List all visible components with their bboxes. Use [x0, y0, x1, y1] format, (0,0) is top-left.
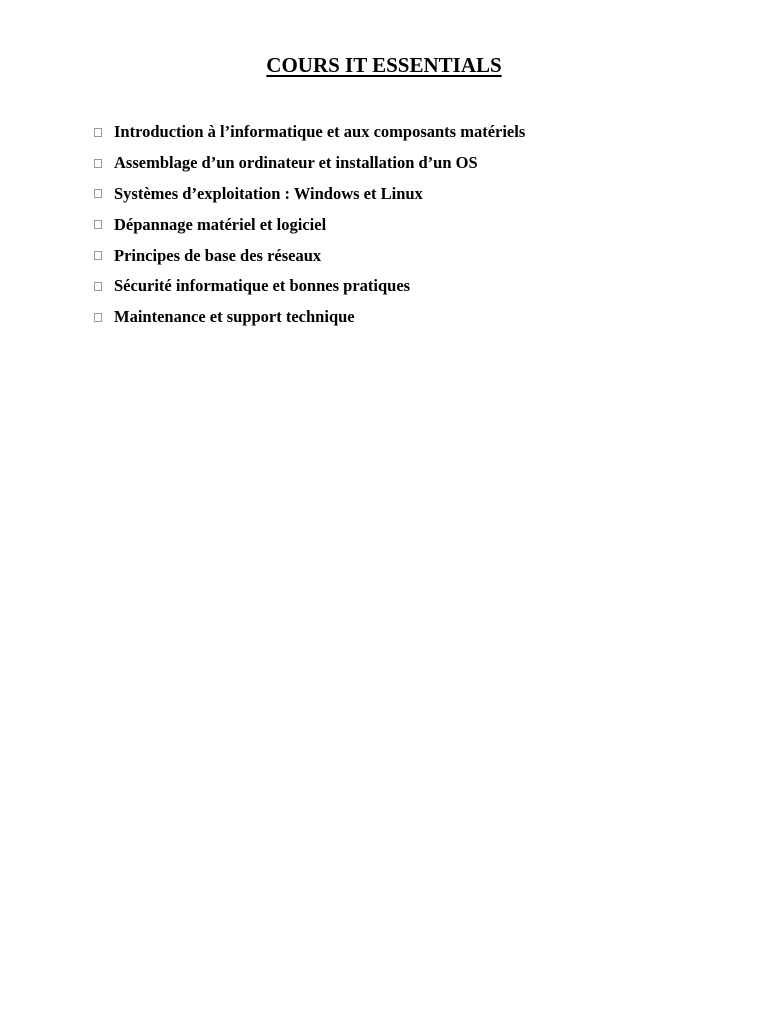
- list-item: [92, 302, 525, 333]
- list-item-label: Dépannage matériel et logiciel: [114, 214, 327, 234]
- square-bullet-icon: [94, 313, 102, 322]
- square-bullet-icon: [94, 189, 102, 198]
- square-bullet-icon: [94, 251, 102, 260]
- list-item-label: Introduction à l’informatique et aux composants matériels: [114, 122, 526, 142]
- list-item-label: Maintenance et support technique: [114, 307, 355, 327]
- list-item: [92, 240, 525, 271]
- square-bullet-icon: [94, 220, 102, 229]
- page-title: COURS IT ESSENTIALS: [266, 53, 502, 77]
- list-item-label: Assemblage d’un ordinateur et installation d’un OS: [114, 153, 478, 173]
- list-item-label: Sécurité informatique et bonnes pratiques: [114, 276, 411, 296]
- list-item: [92, 148, 525, 179]
- course-topics-list: [92, 117, 525, 333]
- square-bullet-icon: [94, 159, 102, 168]
- list-item: [92, 271, 525, 302]
- square-bullet-icon: [94, 128, 102, 137]
- list-item: [92, 209, 525, 240]
- list-item: [92, 179, 525, 210]
- square-bullet-icon: [94, 282, 102, 291]
- list-item-label: Systèmes d’exploitation : Windows et Linux: [114, 183, 423, 203]
- list-item: [92, 117, 525, 148]
- list-item-label: Principes de base des réseaux: [114, 245, 322, 265]
